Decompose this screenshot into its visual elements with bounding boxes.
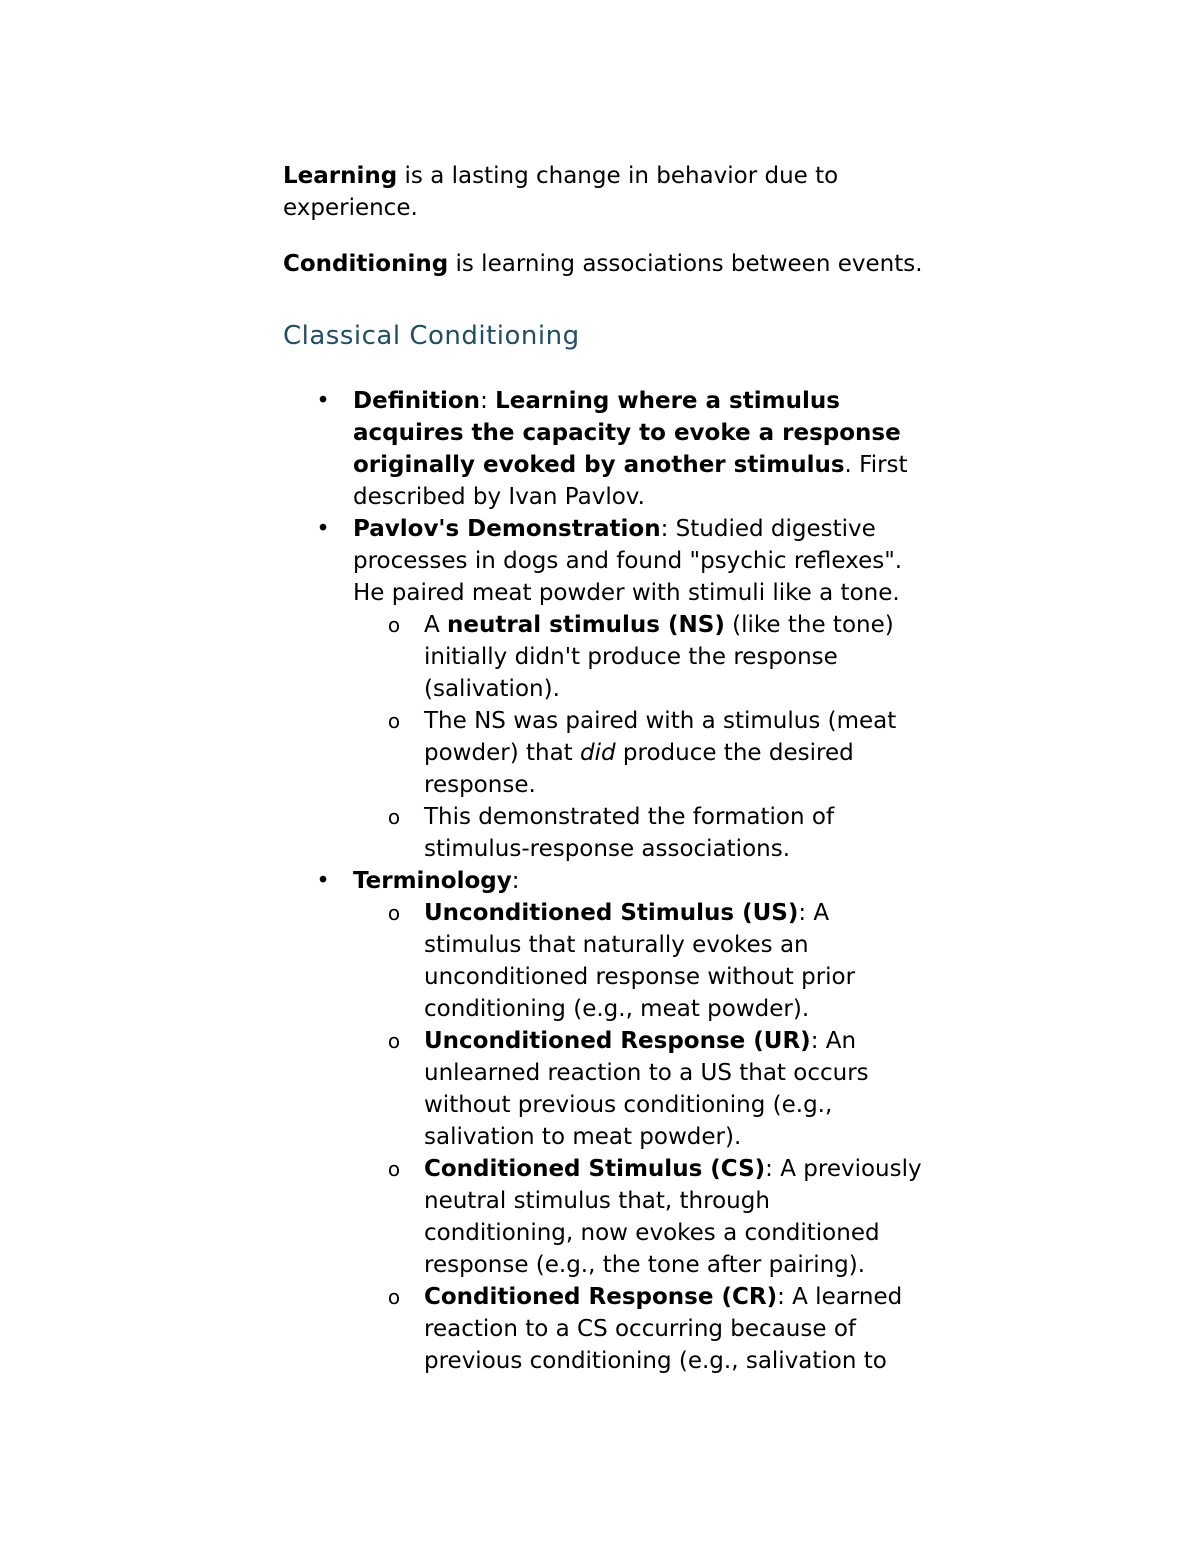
sub-item-bold-text: Unconditioned Stimulus (US) — [424, 900, 799, 926]
pavlov-sub-list — [353, 609, 923, 865]
sub-item-text: : An unlearned reaction to a US that occurs without previous conditioning (e.g., salivation to meat powder). — [424, 1028, 869, 1150]
sub-list-item — [353, 1153, 923, 1281]
sub-item-text: (like the tone) initially didn't produce the response (salivation). — [424, 612, 894, 702]
definition-term: Definition — [353, 388, 481, 414]
definition-text: . First described by Ivan Pavlov. — [353, 452, 908, 510]
sub-list-item — [353, 897, 923, 1025]
sub-list-item — [353, 1025, 923, 1153]
conditioning-definition-paragraph — [283, 248, 923, 280]
sub-item-bold-text: neutral stimulus (NS) — [447, 612, 725, 638]
learning-term: Learning — [283, 163, 398, 189]
circle-bullet-icon: o — [387, 709, 401, 733]
sub-item-text: produce the desired response. — [424, 740, 854, 798]
sub-item-text: : A previously neutral stimulus that, through conditioning, now evokes a conditioned response (e.g., the tone after pairing). — [424, 1156, 922, 1278]
conditioning-definition-text: is learning associations between events. — [448, 251, 923, 277]
sub-list-item — [353, 1281, 923, 1377]
circle-bullet-icon: o — [387, 613, 401, 637]
conditioning-term: Conditioning — [283, 251, 449, 277]
list-item-pavlov-demonstration — [283, 513, 923, 865]
pavlov-text: : Studied digestive processes in dogs and found "psychic reflexes". He paired meat powder with stimuli like a tone. — [353, 516, 903, 606]
sub-item-text: A — [424, 612, 448, 638]
terminology-text: : — [511, 868, 520, 894]
sub-item-text: The NS was paired with a stimulus (meat powder) that — [424, 708, 897, 766]
sub-list-item — [353, 705, 923, 801]
sub-item-bold-text: Conditioned Response (CR) — [424, 1284, 778, 1310]
learning-definition-text: is a lasting change in behavior due to experience. — [283, 163, 839, 221]
terminology-term: Terminology — [353, 868, 512, 894]
list-item-terminology — [283, 865, 923, 1377]
sub-item-italic-text: did — [580, 740, 616, 766]
bullet-list — [283, 385, 923, 1377]
circle-bullet-icon: o — [387, 1157, 401, 1181]
circle-bullet-icon: o — [387, 1285, 401, 1309]
sub-item-text: : A stimulus that naturally evokes an unconditioned response without prior conditioning (e.g., meat powder). — [424, 900, 856, 1022]
section-heading: Classical Conditioning — [283, 321, 580, 351]
bullet-icon: • — [316, 388, 330, 414]
pavlov-term: Pavlov's Demonstration — [353, 516, 661, 542]
bullet-icon: • — [316, 516, 330, 542]
sub-item-bold-text: Unconditioned Response (UR) — [424, 1028, 811, 1054]
document-page — [283, 160, 923, 1377]
circle-bullet-icon: o — [387, 901, 401, 925]
learning-definition-paragraph — [283, 160, 923, 224]
sub-item-bold-text: Conditioned Stimulus (CS) — [424, 1156, 766, 1182]
definition-bold-text: Learning where a stimulus acquires the capacity to evoke a response originally evoked by another stimulus — [353, 388, 901, 478]
bullet-icon: • — [316, 868, 330, 894]
list-item-definition — [283, 385, 923, 513]
sub-item-text: This demonstrated the formation of stimulus-response associations. — [424, 804, 835, 862]
definition-separator: : — [480, 388, 496, 414]
circle-bullet-icon: o — [387, 805, 401, 829]
circle-bullet-icon: o — [387, 1029, 401, 1053]
sub-item-text: : A learned reaction to a CS occurring because of previous conditioning (e.g., salivation to — [424, 1284, 903, 1374]
sub-list-item — [353, 801, 923, 865]
sub-list-item — [353, 609, 923, 705]
terminology-sub-list — [353, 897, 923, 1377]
